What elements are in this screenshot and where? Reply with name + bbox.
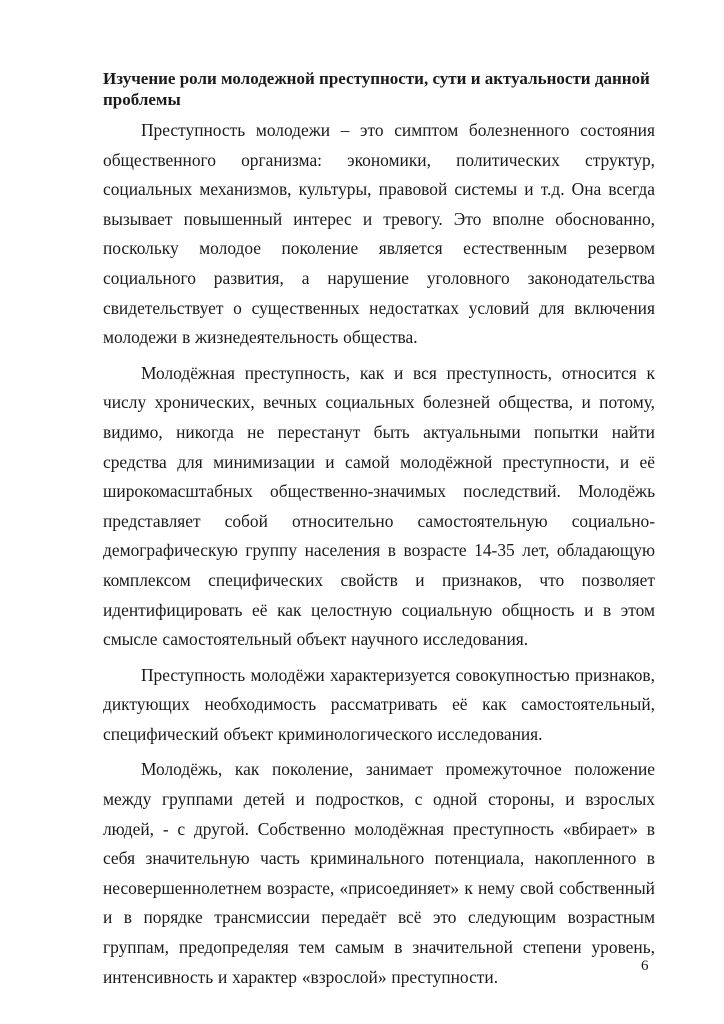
page-content bbox=[103, 68, 655, 998]
section-title: Изучение роли молодежной преступности, сути и актуальности данной проблемы bbox=[103, 69, 650, 109]
paragraph-4: Молодёжь, как поколение, занимает промежуточное положение между группами детей и подростков, с одной стороны, и взрослых людей, - с другой. Собственно молодёжная преступность «вбирает» в себя значительную часть криминального потенциала, накопленного в несовершеннолетнем возрасте, «присоединяет» к нему свой собственный и в порядке трансмиссии передаёт всё это следующим возрастным группам, предопределяя тем самым в значительной степени уровень, интенсивность и характер «взрослой» преступности. bbox=[103, 759, 655, 987]
page-number: 6 bbox=[641, 958, 649, 974]
paragraph-3: Преступность молодёжи характеризуется совокупностью признаков, диктующих необходимость рассматривать её как самостоятельный, специфический объект криминологического исследования. bbox=[103, 664, 655, 744]
paragraph-1: Преступность молодежи – это симптом болезненного состояния общественного организма: экономики, политических структур, социальных механизмов, культуры, правовой системы и т.д. Она всегда вызывает повышенный интерес и тревогу. Это вполне обоснованно, поскольку молодое поколение является естественным резервом социального развития, а нарушение уголовного законодательства свидетельствует о существенных недостатках условий для включения молодежи в жизнедеятельность общества. bbox=[103, 120, 655, 348]
paragraph-2: Молодёжная преступность, как и вся преступность, относится к числу хронических, вечных социальных болезней общества, и потому, видимо, никогда не перестанут быть актуальными попытки найти средства для минимизации и самой молодёжной преступности, и её широкомасштабных общественно-значимых последствий. Молодёжь представляет собой относительно самостоятельную социально-демографическую группу населения в возрасте 14-35 лет, обладающую комплексом специфических свойств и признаков, что позволяет идентифицировать её как целостную социальную общность и в этом смысле самостоятельный объект научного исследования. bbox=[103, 362, 655, 650]
